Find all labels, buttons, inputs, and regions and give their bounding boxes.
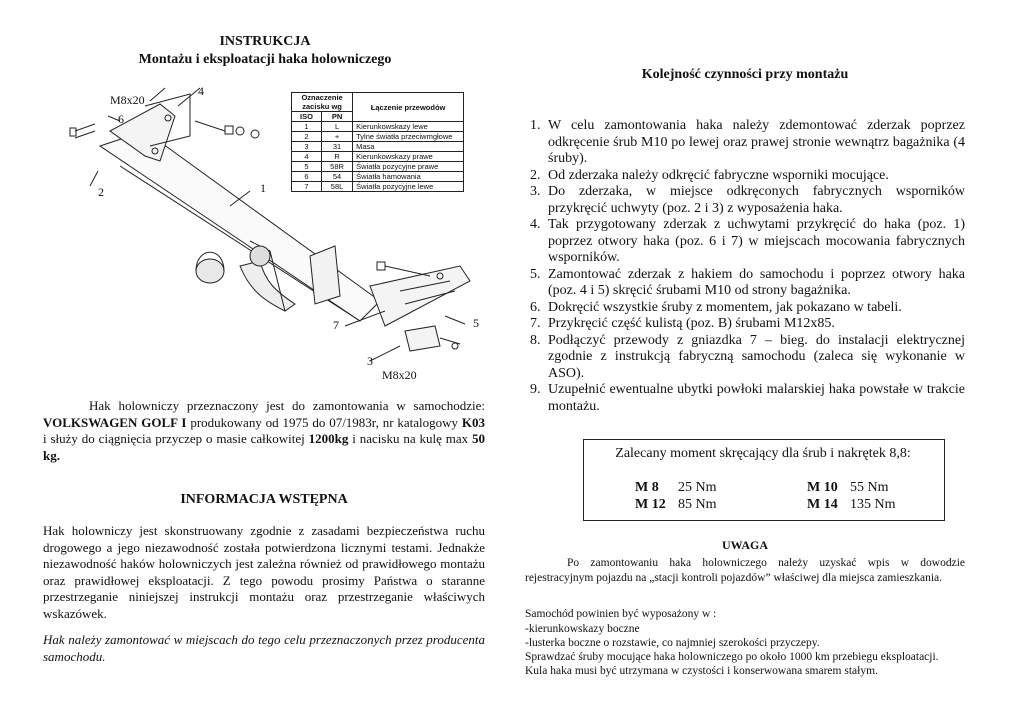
warning-heading: UWAGA bbox=[721, 538, 768, 552]
assembly-step: 2. Od zderzaka należy odkręcić fabryczne wsporniki mocujące. bbox=[544, 168, 965, 185]
wiring-cell-pn: 54 bbox=[321, 172, 352, 182]
wiring-cell-pn: + bbox=[321, 132, 352, 142]
warning-line-3: -lusterka boczne o rozstawie, co najmniej szerokości przyczepy. bbox=[525, 637, 820, 649]
assembly-steps bbox=[520, 118, 965, 415]
wiring-row bbox=[292, 162, 464, 172]
wiring-cell-desc: Kierunkowskazy prawe bbox=[353, 152, 464, 162]
label-pos-5: 5 bbox=[473, 316, 479, 330]
wiring-cell-iso: 2 bbox=[292, 132, 322, 142]
label-pos-4: 4 bbox=[198, 84, 204, 98]
intro-heading: INFORMACJA WSTĘPNA bbox=[180, 492, 348, 507]
torque-m10-value: 55 Nm bbox=[850, 480, 889, 495]
catalog-number: K03 bbox=[461, 414, 485, 430]
assembly-step: 1. W celu zamontowania haka należy zdemontować zderzak poprzez odkręcenie śrub M10 po lewej oraz prawej stronie wewnątrz bagażnika (4 śruby). bbox=[544, 118, 965, 168]
wiring-row bbox=[292, 152, 464, 162]
vehicle-info-text-1: Hak holowniczy przeznaczony jest do zamontowania w samochodzie: bbox=[89, 398, 485, 413]
warning-line-2: -kierunkowskazy boczne bbox=[525, 623, 640, 635]
assembly-step: 3. Do zderzaka, w miejsce odkręconych fabrycznych wsporników przykręcić uchwyty (poz. 2 i 3) z wyposażenia haka. bbox=[544, 184, 965, 217]
torque-m12-value: 85 Nm bbox=[678, 497, 717, 512]
assembly-step: 5. Zamontować zderzak z hakiem do samochodu i poprzez otwory haka (poz. 4 i 5) skręcić śrubami M10 od strony bagażnika. bbox=[544, 267, 965, 300]
label-pos-2: 2 bbox=[98, 185, 104, 199]
document-title: INSTRUKCJA bbox=[219, 34, 311, 49]
assembly-step: 6. Dokręcić wszystkie śruby z momentem, jak pokazano w tabeli. bbox=[544, 300, 965, 317]
label-pos-6: 6 bbox=[118, 112, 124, 126]
warning-line-5: Kula haka musi być utrzymana w czystości i konserwowana smarem stałym. bbox=[525, 665, 878, 677]
wiring-cell-desc: Światła hamowania bbox=[353, 172, 464, 182]
torque-m8-label: M 8 bbox=[635, 480, 659, 495]
label-bolt-bottom: M8x20 bbox=[382, 368, 417, 382]
wiring-cell-iso: 7 bbox=[292, 182, 322, 192]
document-subtitle: Montażu i eksploatacji haka holowniczego bbox=[138, 52, 392, 67]
wiring-row bbox=[292, 142, 464, 152]
wiring-row bbox=[292, 182, 464, 192]
wiring-row bbox=[292, 122, 464, 132]
wiring-cell-desc: Światła pozycyjne prawe bbox=[353, 162, 464, 172]
label-pos-7: 7 bbox=[333, 318, 339, 332]
torque-m8-value: 25 Nm bbox=[678, 480, 717, 495]
assembly-step: 7. Przykręcić część kulistą (poz. B) śrubami M12x85. bbox=[544, 316, 965, 333]
wiring-cell-pn: 58L bbox=[321, 182, 352, 192]
torque-m14-label: M 14 bbox=[807, 497, 838, 512]
vehicle-model: VOLKSWAGEN GOLF I bbox=[43, 414, 187, 430]
assembly-step: 9. Uzupełnić ewentualne ubytki powłoki malarskiej haka powstałe w trakcie montażu. bbox=[544, 382, 965, 415]
assembly-step: 4. Tak przygotowany zderzak z uchwytami przykręcić do haka (poz. 1) poprzez otwory haka (poz. 6 i 7) w miejscach mocowania fabrycznych wsporników. bbox=[544, 217, 965, 267]
vehicle-info-text-4: i nacisku na kulę max bbox=[348, 431, 472, 446]
label-pos-3: 3 bbox=[367, 354, 373, 368]
torque-title: Zalecany moment skręcający dla śrub i nakrętek 8,8: bbox=[615, 446, 911, 461]
wiring-table bbox=[291, 92, 464, 192]
warning-line-1: Samochód powinien być wyposażony w : bbox=[525, 608, 717, 620]
wiring-cell-pn: R bbox=[321, 152, 352, 162]
warning-paragraph: Po zamontowaniu haka holowniczego należy uzyskać wpis w dowodzie rejestracyjnym pojazdu na „stacji kontroli pojazdów” właściwej dla miejsca zamieszkania. bbox=[525, 557, 965, 584]
wiring-cell-desc: Kierunkowskazy lewe bbox=[353, 122, 464, 132]
label-pos-1: 1 bbox=[260, 181, 266, 195]
wiring-header-desc: Łączenie przewodów bbox=[353, 93, 464, 122]
trailer-mass: 1200kg bbox=[308, 431, 349, 446]
wiring-col-pn: PN bbox=[321, 112, 352, 122]
wiring-header-group: Oznaczenie zacisku wg bbox=[292, 93, 353, 112]
wiring-cell-pn: 58R bbox=[321, 162, 352, 172]
wiring-cell-iso: 4 bbox=[292, 152, 322, 162]
wiring-cell-desc: Światła pozycyjne lewe bbox=[353, 182, 464, 192]
ball-load: 50 kg. bbox=[43, 431, 485, 463]
intro-text: Hak holowniczy jest skonstruowany zgodnie z zasadami bezpieczeństwa ruchu drogowego a jego niezawodność została potwierdzona licznymi testami. Jednakże niezawodność haków holowniczych jest zależna również od prawidłowego montażu oraz prawidłowej eksploatacji. Z tego powodu prosimy Państwa o staranne przestrzeganie niniejszej instrukcji montażu oraz przestrzeganie właściwych wskazówek. bbox=[43, 523, 485, 621]
wiring-cell-desc: Tylne światła przeciwmgłowe bbox=[353, 132, 464, 142]
wiring-col-iso: ISO bbox=[292, 112, 322, 122]
wiring-cell-iso: 6 bbox=[292, 172, 322, 182]
assembly-step: 8. Podłączyć przewody z gniazdka 7 – bieg. do instalacji elektrycznej zgodnie z instrukcją fabryczną samochodu (zaleca się wykonanie w ASO). bbox=[544, 333, 965, 383]
wiring-cell-iso: 5 bbox=[292, 162, 322, 172]
assembly-heading: Kolejność czynności przy montażu bbox=[641, 67, 849, 82]
intro-note: Hak należy zamontować w miejscach do tego celu przeznaczonych przez producenta samochodu. bbox=[43, 632, 485, 664]
wiring-cell-iso: 1 bbox=[292, 122, 322, 132]
warning-line-4: Sprawdzać śruby mocujące haka holowniczego po około 1000 km przebiegu eksploatacji. bbox=[525, 651, 939, 663]
torque-m10-label: M 10 bbox=[807, 480, 838, 495]
wiring-cell-desc: Masa bbox=[353, 142, 464, 152]
vehicle-info-text-2: produkowany od 1975 do 07/1983r, nr katalogowy bbox=[186, 414, 459, 430]
wiring-cell-iso: 3 bbox=[292, 142, 322, 152]
vehicle-info-text-3: i służy do ciągnięcia przyczep o masie całkowitej bbox=[43, 431, 309, 446]
wiring-cell-pn: 31 bbox=[321, 142, 352, 152]
wiring-row bbox=[292, 172, 464, 182]
wiring-row bbox=[292, 132, 464, 142]
label-bolt-top: M8x20 bbox=[110, 93, 145, 107]
torque-m14-value: 135 Nm bbox=[850, 497, 896, 512]
torque-m12-label: M 12 bbox=[635, 497, 666, 512]
vehicle-info bbox=[43, 398, 485, 464]
wiring-cell-pn: L bbox=[321, 122, 352, 132]
